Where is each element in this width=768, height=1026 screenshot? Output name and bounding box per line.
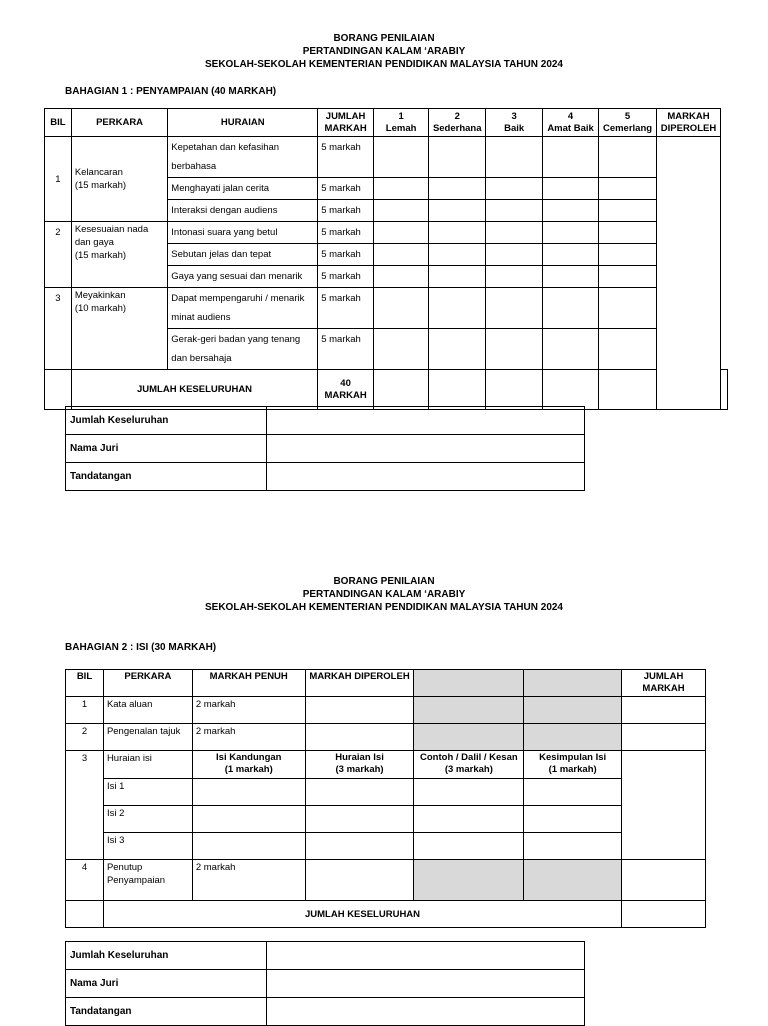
score-cell[interactable] xyxy=(305,833,414,860)
score-cell[interactable] xyxy=(599,244,657,266)
col-jumlah-markah: JUMLAH MARKAH xyxy=(622,670,706,697)
col-huraian: HURAIAN xyxy=(168,109,318,137)
score-cell[interactable] xyxy=(599,329,657,370)
col-perkara: PERKARA xyxy=(103,670,192,697)
form2-score-table xyxy=(65,669,706,928)
form2-total-row xyxy=(66,901,706,928)
markah-cell: 5 markah xyxy=(318,329,374,370)
sub-header-contoh: Contoh / Dalil / Kesan (3 markah) xyxy=(414,751,524,779)
col-score-5: 5 Cemerlang xyxy=(599,109,657,137)
bil-cell: 3 xyxy=(45,288,72,370)
table-row xyxy=(45,222,728,244)
score-cell[interactable] xyxy=(599,266,657,288)
form1-title-line3: SEKOLAH-SEKOLAH KEMENTERIAN PENDIDIKAN MALAYSIA TAHUN 2024 xyxy=(205,59,563,70)
form2-title-line3: SEKOLAH-SEKOLAH KEMENTERIAN PENDIDIKAN MALAYSIA TAHUN 2024 xyxy=(205,602,563,613)
info-label: Jumlah Keseluruhan xyxy=(66,407,267,435)
score-cell[interactable] xyxy=(429,178,486,200)
score-cell[interactable] xyxy=(486,178,543,200)
jumlah-markah-cell[interactable] xyxy=(622,751,706,860)
score-cell[interactable] xyxy=(373,329,428,370)
score-cell[interactable] xyxy=(305,779,414,806)
score-cell[interactable] xyxy=(373,200,428,222)
score-cell[interactable] xyxy=(543,266,599,288)
score-cell[interactable] xyxy=(543,200,599,222)
sub-header-huraian-isi: Huraian Isi (3 markah) xyxy=(305,751,414,779)
table-row xyxy=(66,697,706,724)
form1-score-table xyxy=(44,108,728,410)
score-cell[interactable] xyxy=(414,806,524,833)
col-bil: BIL xyxy=(45,109,72,137)
shaded-cell xyxy=(524,724,622,751)
isi-label: Isi 3 xyxy=(103,833,192,860)
col-markah-diperoleh: MARKAH DIPEROLEH xyxy=(656,109,720,137)
col-score-3: 3 Baik xyxy=(486,109,543,137)
markah-cell: 5 markah xyxy=(318,288,374,329)
score-cell[interactable] xyxy=(192,779,305,806)
score-cell[interactable] xyxy=(429,137,486,178)
table-row xyxy=(66,806,706,833)
huraian-cell: Sebutan jelas dan tepat xyxy=(168,244,318,266)
shaded-cell xyxy=(414,697,524,724)
score-cell[interactable] xyxy=(192,806,305,833)
total-jumlah-cell[interactable] xyxy=(622,901,706,928)
jumlah-keseluruhan-field[interactable] xyxy=(267,407,585,435)
form2-title-line2: PERTANDINGAN KALAM ‘ARABIY xyxy=(302,589,466,600)
shaded-cell xyxy=(524,670,622,697)
isi-label: Isi 1 xyxy=(103,779,192,806)
score-cell[interactable] xyxy=(429,200,486,222)
markah-cell: 5 markah xyxy=(318,200,374,222)
form1-header-row xyxy=(45,109,728,137)
total-value: 40 MARKAH xyxy=(318,370,374,410)
score-cell[interactable] xyxy=(599,222,657,244)
perkara-cell: Huraian isi xyxy=(103,751,192,779)
score-cell[interactable] xyxy=(429,222,486,244)
score-cell[interactable] xyxy=(373,288,428,329)
markah-diperoleh-cell[interactable] xyxy=(305,697,414,724)
bil-cell: 2 xyxy=(45,222,72,288)
score-cell[interactable] xyxy=(414,779,524,806)
markah-cell: 5 markah xyxy=(318,178,374,200)
shaded-cell xyxy=(414,860,524,901)
perkara-cell: Kata aluan xyxy=(103,697,192,724)
form1-section-title: BAHAGIAN 1 : PENYAMPAIAN (40 MARKAH) xyxy=(65,86,277,97)
sub-header-isi-kandungan: Isi Kandungan (1 markah) xyxy=(192,751,305,779)
score-cell[interactable] xyxy=(524,833,622,860)
score-cell[interactable] xyxy=(486,222,543,244)
total-label: JUMLAH KESELURUHAN xyxy=(103,901,621,928)
form1-title-line2: PERTANDINGAN KALAM ‘ARABIY xyxy=(302,46,466,57)
score-cell[interactable] xyxy=(543,244,599,266)
score-cell[interactable] xyxy=(373,222,428,244)
total-label: JUMLAH KESELURUHAN xyxy=(71,370,317,410)
huraian-cell: Dapat mempengaruhi / menarik minat audiens xyxy=(168,288,318,329)
col-score-4: 4 Amat Baik xyxy=(543,109,599,137)
info-label: Nama Juri xyxy=(66,970,267,998)
table-row xyxy=(45,137,728,178)
bil-cell: 1 xyxy=(66,697,104,724)
huraian-cell: Menghayati jalan cerita xyxy=(168,178,318,200)
score-cell[interactable] xyxy=(486,370,543,410)
markah-diperoleh-cell[interactable] xyxy=(656,137,720,410)
score-cell[interactable] xyxy=(524,779,622,806)
info-label: Nama Juri xyxy=(66,435,267,463)
score-cell[interactable] xyxy=(543,370,599,410)
score-cell[interactable] xyxy=(373,244,428,266)
form1-title xyxy=(0,32,768,71)
score-cell[interactable] xyxy=(373,137,428,178)
nama-juri-field[interactable] xyxy=(267,970,585,998)
bil-cell: 2 xyxy=(66,724,104,751)
score-cell[interactable] xyxy=(305,806,414,833)
score-cell[interactable] xyxy=(429,244,486,266)
markah-cell: 5 markah xyxy=(318,222,374,244)
markah-diperoleh-cell[interactable] xyxy=(305,860,414,901)
jumlah-markah-cell[interactable] xyxy=(622,860,706,901)
score-cell[interactable] xyxy=(543,288,599,329)
col-markah-diperoleh: MARKAH DIPEROLEH xyxy=(305,670,414,697)
score-cell[interactable] xyxy=(192,833,305,860)
form2-info-table xyxy=(65,941,585,1026)
score-cell[interactable] xyxy=(543,329,599,370)
info-label: Tandatangan xyxy=(66,998,267,1026)
score-cell[interactable] xyxy=(486,266,543,288)
perkara-cell: Penutup Penyampaian xyxy=(103,860,192,901)
shaded-cell xyxy=(524,697,622,724)
col-bil: BIL xyxy=(66,670,104,697)
table-row xyxy=(66,724,706,751)
col-score-2: 2 Sederhana xyxy=(429,109,486,137)
tandatangan-field[interactable] xyxy=(267,463,585,491)
markah-penuh-cell: 2 markah xyxy=(192,697,305,724)
score-cell[interactable] xyxy=(486,288,543,329)
score-cell[interactable] xyxy=(599,137,657,178)
table-row xyxy=(66,860,706,901)
empty-cell xyxy=(45,370,72,410)
info-label: Tandatangan xyxy=(66,463,267,491)
markah-cell: 5 markah xyxy=(318,266,374,288)
form2-section-title: BAHAGIAN 2 : ISI (30 MARKAH) xyxy=(65,642,217,653)
table-row xyxy=(66,751,706,779)
shaded-cell xyxy=(414,724,524,751)
jumlah-keseluruhan-field[interactable] xyxy=(267,942,585,970)
huraian-cell: Gaya yang sesuai dan menarik xyxy=(168,266,318,288)
score-cell[interactable] xyxy=(599,200,657,222)
col-perkara: PERKARA xyxy=(71,109,167,137)
perkara-cell: Kelancaran (15 markah) xyxy=(71,137,167,222)
score-cell[interactable] xyxy=(599,288,657,329)
score-cell[interactable] xyxy=(543,178,599,200)
score-cell[interactable] xyxy=(373,266,428,288)
score-cell[interactable] xyxy=(543,137,599,178)
info-label: Jumlah Keseluruhan xyxy=(66,942,267,970)
score-cell[interactable] xyxy=(486,200,543,222)
score-cell[interactable] xyxy=(599,178,657,200)
score-cell[interactable] xyxy=(543,222,599,244)
score-cell[interactable] xyxy=(373,178,428,200)
form1-total-row xyxy=(45,370,728,410)
form1-info-table xyxy=(65,406,585,491)
bil-cell: 4 xyxy=(66,860,104,901)
table-row xyxy=(45,288,728,329)
score-cell[interactable] xyxy=(524,806,622,833)
score-cell[interactable] xyxy=(429,329,486,370)
col-markah-penuh: MARKAH PENUH xyxy=(192,670,305,697)
markah-diperoleh-cell[interactable] xyxy=(305,724,414,751)
score-cell[interactable] xyxy=(486,329,543,370)
bil-cell: 3 xyxy=(66,751,104,860)
col-score-1: 1 Lemah xyxy=(373,109,428,137)
form2-title-line1: BORANG PENILAIAN xyxy=(333,576,435,587)
tandatangan-field[interactable] xyxy=(267,998,585,1026)
huraian-cell: Gerak-geri badan yang tenang dan bersahaja xyxy=(168,329,318,370)
score-cell[interactable] xyxy=(429,266,486,288)
score-cell[interactable] xyxy=(599,370,657,410)
huraian-cell: Interaksi dengan audiens xyxy=(168,200,318,222)
markah-cell: 5 markah xyxy=(318,244,374,266)
markah-penuh-cell: 2 markah xyxy=(192,724,305,751)
huraian-cell: Kepetahan dan kefasihan berbahasa xyxy=(168,137,318,178)
total-diperoleh-cell[interactable] xyxy=(721,370,728,410)
shaded-cell xyxy=(414,670,524,697)
perkara-cell: Pengenalan tajuk xyxy=(103,724,192,751)
jumlah-markah-cell[interactable] xyxy=(622,724,706,751)
sub-header-kesimpulan: Kesimpulan Isi (1 markah) xyxy=(524,751,622,779)
markah-penuh-cell: 2 markah xyxy=(192,860,305,901)
isi-label: Isi 2 xyxy=(103,806,192,833)
perkara-cell: Kesesuaian nada dan gaya (15 markah) xyxy=(71,222,167,288)
bil-cell: 1 xyxy=(45,137,72,222)
form2-header-row xyxy=(66,670,706,697)
nama-juri-field[interactable] xyxy=(267,435,585,463)
score-cell[interactable] xyxy=(429,370,486,410)
col-jumlah-markah: JUMLAH MARKAH xyxy=(318,109,374,137)
table-row xyxy=(66,779,706,806)
shaded-cell xyxy=(524,860,622,901)
form1-title-line1: BORANG PENILAIAN xyxy=(333,33,435,44)
perkara-cell: Meyakinkan (10 markah) xyxy=(71,288,167,370)
score-cell[interactable] xyxy=(373,370,428,410)
empty-cell xyxy=(66,901,104,928)
markah-cell: 5 markah xyxy=(318,137,374,178)
score-cell[interactable] xyxy=(486,137,543,178)
form2-title xyxy=(0,575,768,614)
score-cell[interactable] xyxy=(414,833,524,860)
jumlah-markah-cell[interactable] xyxy=(622,697,706,724)
score-cell[interactable] xyxy=(429,288,486,329)
huraian-cell: Intonasi suara yang betul xyxy=(168,222,318,244)
score-cell[interactable] xyxy=(486,244,543,266)
table-row xyxy=(66,833,706,860)
